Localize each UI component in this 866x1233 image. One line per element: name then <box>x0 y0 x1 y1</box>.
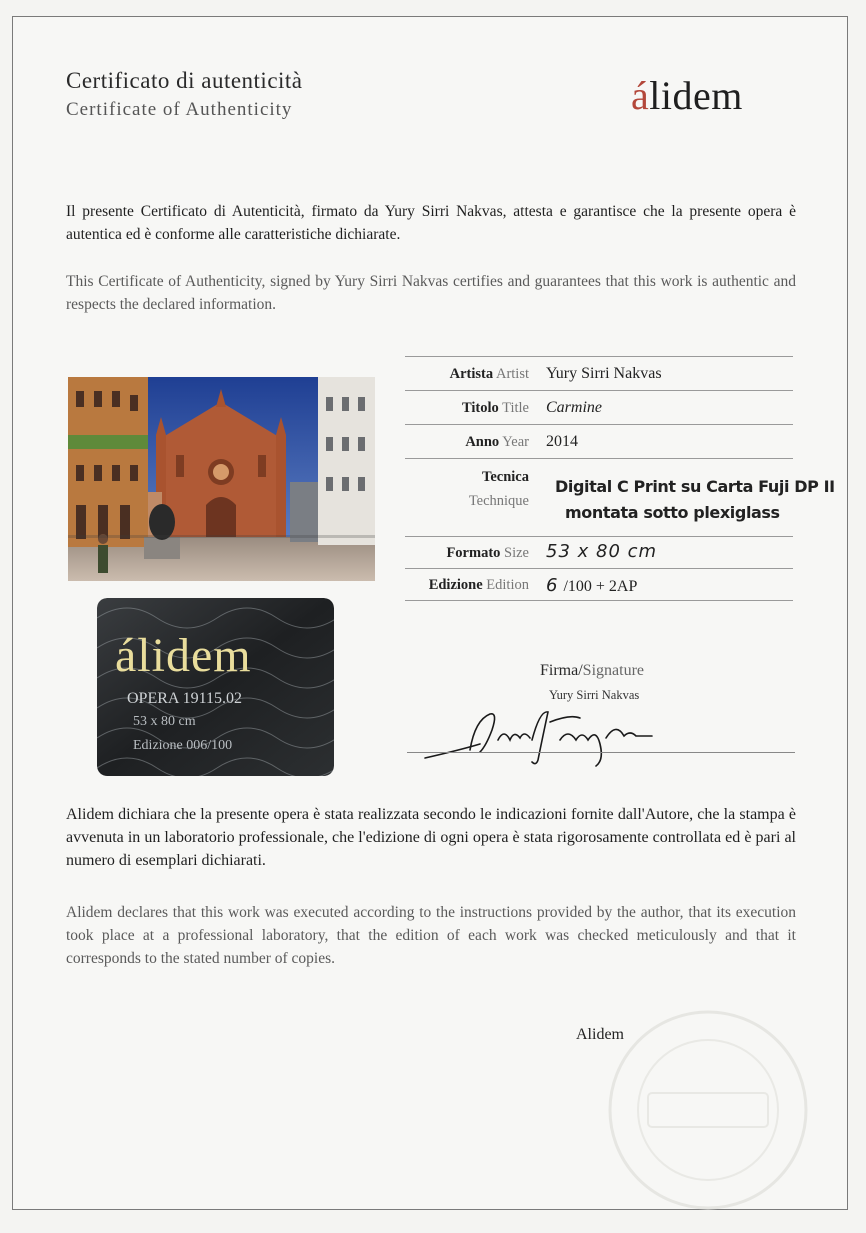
label-artist-it: Artista <box>449 366 494 382</box>
hologram-line2: 53 x 80 cm <box>133 714 196 729</box>
signature-label-separator: / <box>578 662 583 679</box>
label-year-it: Anno <box>465 434 500 450</box>
label-edition-it: Edizione <box>428 577 483 593</box>
handwritten-signature <box>420 700 680 770</box>
value-artist: Yury Sirri Nakvas <box>546 365 662 382</box>
label-technique-it: Tecnica <box>482 469 529 485</box>
value-year: 2014 <box>546 433 578 450</box>
declaration-italian: Alidem dichiara che la presente opera è stata realizzata secondo le indicazioni fornite dall'Autore, che la stampa è avvenuta in un laboratorio professionale, che l'edizione di ogni opera è stata rigorosamente controllata ed è pari al numero di esemplari dichiarati. <box>66 806 796 869</box>
value-technique-line1: Digital C Print su Carta Fuji DP II <box>555 477 835 496</box>
label-title-it: Titolo <box>461 400 499 416</box>
signature-label <box>540 662 644 680</box>
value-technique-line2: montata sotto plexiglass <box>565 503 780 522</box>
label-title-en: Title <box>502 400 529 416</box>
hologram-sticker <box>97 598 334 776</box>
title-italian: Certificato di autenticità <box>66 68 303 93</box>
row-edition <box>405 568 793 601</box>
label-artist-en: Artist <box>495 366 529 382</box>
signature-line <box>407 752 795 753</box>
label-year-en: Year <box>502 434 529 450</box>
hologram-line3: Edizione 006/100 <box>133 738 233 753</box>
row-year <box>405 424 793 459</box>
signature-label-it: Firma <box>540 662 579 679</box>
artwork-photo <box>68 377 375 581</box>
row-technique <box>405 458 835 537</box>
brand-logo-rest: lidem <box>649 73 743 118</box>
issuer-name: Alidem <box>576 1026 624 1043</box>
table-bottom-rule <box>405 600 793 601</box>
value-title: Carmine <box>546 399 602 416</box>
value-edition-number: 6 <box>546 575 558 596</box>
label-size-en: Size <box>504 545 529 561</box>
intro-english: This Certificate of Authenticity, signed by Yury Sirri Nakvas certifies and guarantees that this work is authentic and respects the declared information. <box>66 273 796 313</box>
value-size: 53 x 80 cm <box>546 541 658 562</box>
brand-logo <box>631 72 743 119</box>
row-title <box>405 390 793 425</box>
value-edition: /100 + 2AP <box>563 578 638 595</box>
row-size <box>405 536 793 569</box>
label-technique-en: Technique <box>468 493 529 509</box>
intro-italian: Il presente Certificato di Autenticità, firmato da Yury Sirri Nakvas, attesta e garantisce che la presente opera è autentica ed è conforme alle caratteristiche dichiarate. <box>66 203 796 243</box>
declaration-english: Alidem declares that this work was executed according to the instructions provided by the author, that its execution took place at a professional laboratory, that the edition of each work was checked meticulously and that it corresponds to the stated number of copies. <box>66 904 796 967</box>
signature-label-en: Signature <box>582 662 644 679</box>
hologram-line1: OPERA 19115.02 <box>127 690 242 707</box>
signature-name: Yury Sirri Nakvas <box>549 688 640 702</box>
row-artist <box>405 356 793 391</box>
hologram-brand: álidem <box>115 629 252 682</box>
label-size-it: Formato <box>446 545 501 561</box>
brand-logo-accent: á <box>631 73 650 118</box>
label-edition-en: Edition <box>486 577 529 593</box>
embossed-seal-icon <box>603 1005 813 1215</box>
title-english: Certificate of Authenticity <box>66 99 293 120</box>
